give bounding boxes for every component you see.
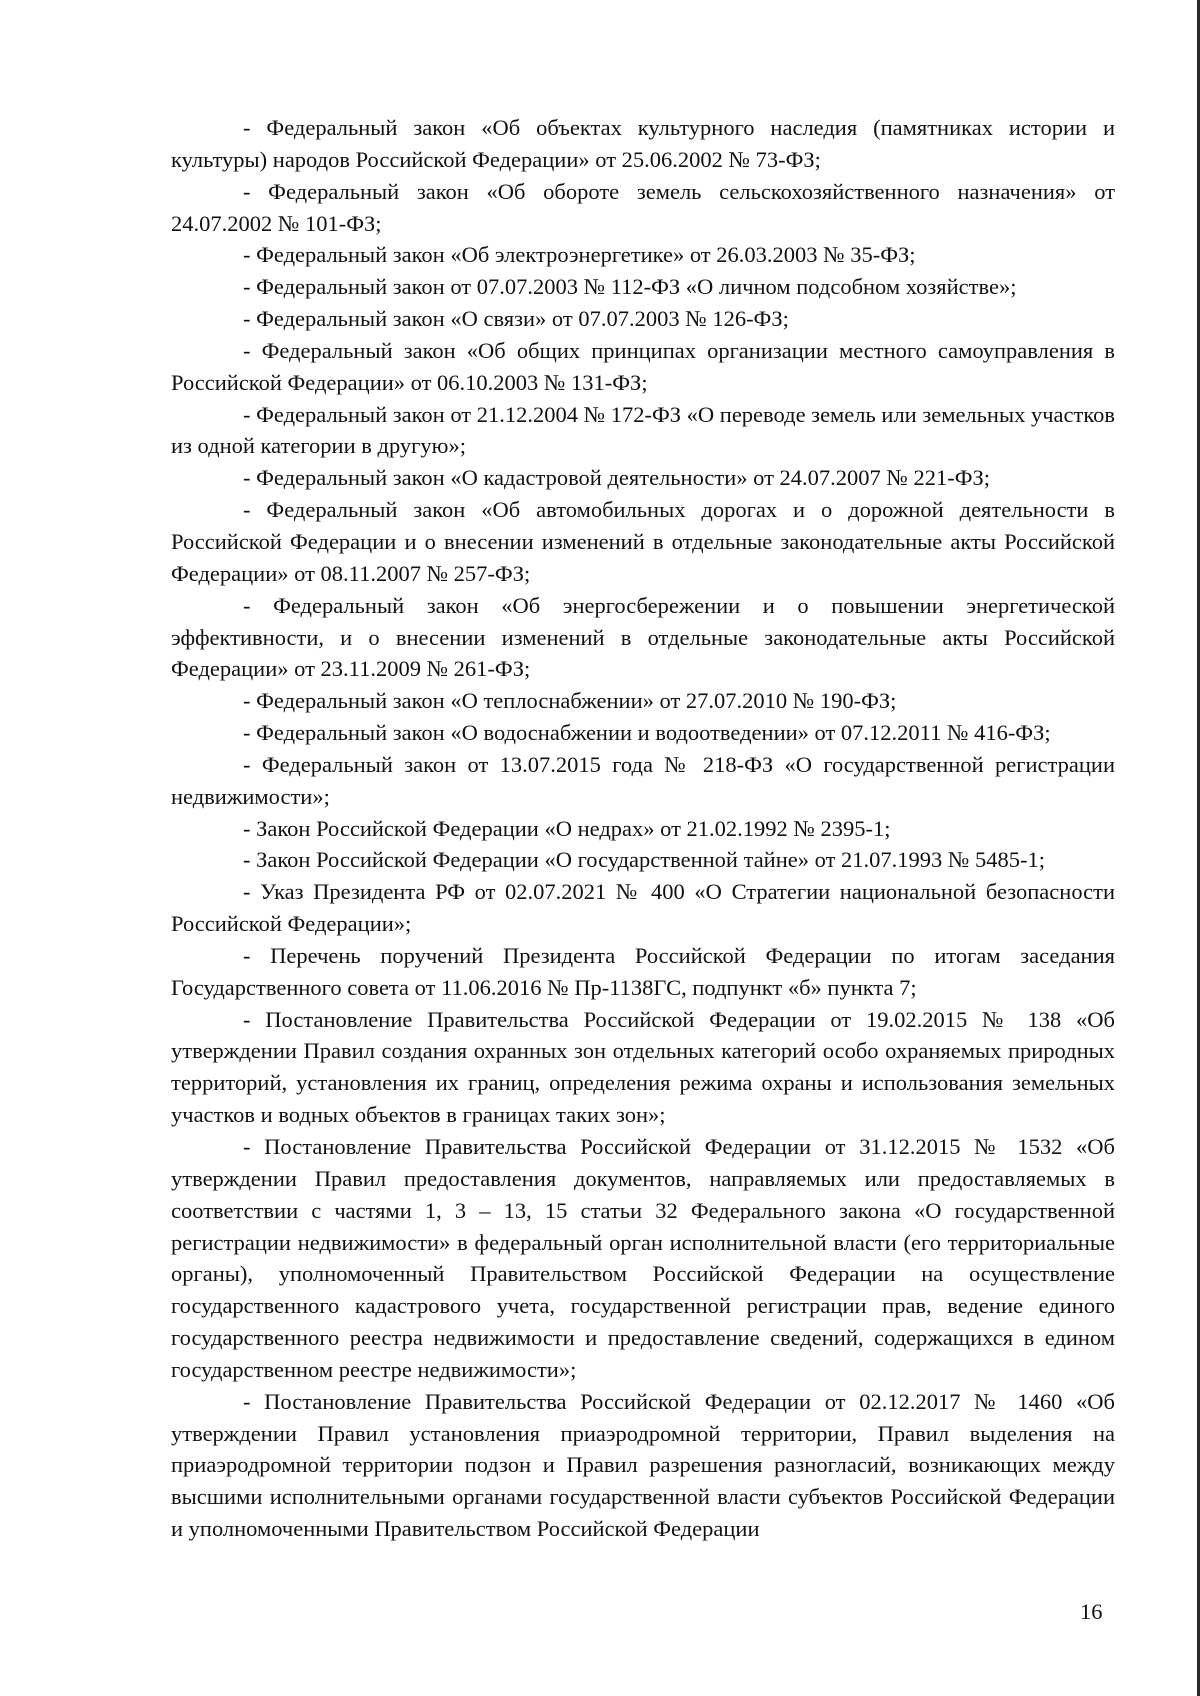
page-number: 16 — [1080, 1599, 1103, 1624]
paragraph-18: - Постановление Правительства Российской Федерации от 19.02.2015 № 138 «Об утверждении Правил создания охранных зон отдельных категорий особо охраняемых природных территорий, установления их границ, определения режима охраны и использования земельных участков и водных объектов в границах таких зон»; — [171, 1006, 1115, 1128]
paragraph-19: - Постановление Правительства Российской Федерации от 31.12.2015 № 1532 «Об утверждении Правил предоставления документов, направляемых или предоставляемых в соответствии с частями 1, 3 – 13, 15 статьи 32 Федерального закона «О государственной регистрации недвижимости» в федеральный орган исполнительной власти (его территориальные органы), уполномоченный Правительством Российской Федерации на осуществление государственного кадастрового учета, государственной регистрации прав, ведение единого государственного реестра недвижимости и предоставление сведений, содержащихся в едином государственном реестре недвижимости»; — [171, 1134, 1115, 1382]
paragraph-13: - Федеральный закон от 13.07.2015 года № 218-ФЗ «О государственной регистрации недвижимости»; — [171, 751, 1115, 809]
paragraph-1: - Федеральный закон «Об объектах культурного наследия (памятниках истории и культуры) народов Российской Федерации» от 25.06.2002 № 73-ФЗ; — [171, 115, 1115, 172]
paragraph-15: - Закон Российской Федерации «О государственной тайне» от 21.07.1993 № 5485-1; — [243, 847, 1045, 873]
document-body — [171, 112, 1115, 1545]
paragraph-7: - Федеральный закон от 21.12.2004 № 172-ФЗ «О переводе земель или земельных участков из одной категории в другую»; — [171, 401, 1115, 459]
paragraph-20: - Постановление Правительства Российской Федерации от 02.12.2017 № 1460 «Об утверждении Правил установления приаэродромной территории, Правил выделения на приаэродромной территории подзон и Правил разрешения разногласий, возникающих между высшими исполнительными органами государственной власти субъектов Российской Федерации и уполномоченными Правительством Российской Федерации — [171, 1388, 1115, 1542]
paragraph-2: - Федеральный закон «Об обороте земель сельскохозяйственного назначения» от 24.07.2002 № 101-ФЗ; — [171, 178, 1115, 236]
paragraph-4: - Федеральный закон от 07.07.2003 № 112-ФЗ «О личном подсобном хозяйстве»; — [243, 274, 1017, 300]
paragraph-5: - Федеральный закон «О связи» от 07.07.2003 № 126-ФЗ; — [243, 306, 789, 332]
paragraph-14: - Закон Российской Федерации «О недрах» от 21.02.1992 № 2395-1; — [243, 815, 891, 841]
paragraph-16: - Указ Президента РФ от 02.07.2021 № 400 «О Стратегии национальной безопасности Российской Федерации»; — [171, 879, 1115, 937]
paragraph-11: - Федеральный закон «О теплоснабжении» от 27.07.2010 № 190-ФЗ; — [243, 688, 897, 714]
paragraph-8: - Федеральный закон «О кадастровой деятельности» от 24.07.2007 № 221-ФЗ; — [243, 465, 991, 491]
paragraph-10: - Федеральный закон «Об энергосбережении и о повышении энергетической эффективности, и о внесении изменений в отдельные законодательные акты Российской Федерации» от 23.11.2009 № 261-ФЗ; — [171, 592, 1115, 682]
paragraph-6: - Федеральный закон «Об общих принципах организации местного самоуправления в Российской Федерации» от 06.10.2003 № 131-ФЗ; — [171, 337, 1115, 395]
paragraph-9: - Федеральный закон «Об автомобильных дорогах и о дорожной деятельности в Российской Федерации и о внесении изменений в отдельные законодательные акты Российской Федерации» от 08.11.2007 № 257-ФЗ; — [171, 497, 1115, 586]
paragraph-12: - Федеральный закон «О водоснабжении и водоотведении» от 07.12.2011 № 416-ФЗ; — [243, 720, 1051, 746]
paragraph-3: - Федеральный закон «Об электроэнергетике» от 26.03.2003 № 35-ФЗ; — [243, 242, 916, 268]
paragraph-17: - Перечень поручений Президента Российской Федерации по итогам заседания Государственного совета от 11.06.2016 № Пр-1138ГС, подпункт «б» пункта 7; — [171, 942, 1115, 1000]
